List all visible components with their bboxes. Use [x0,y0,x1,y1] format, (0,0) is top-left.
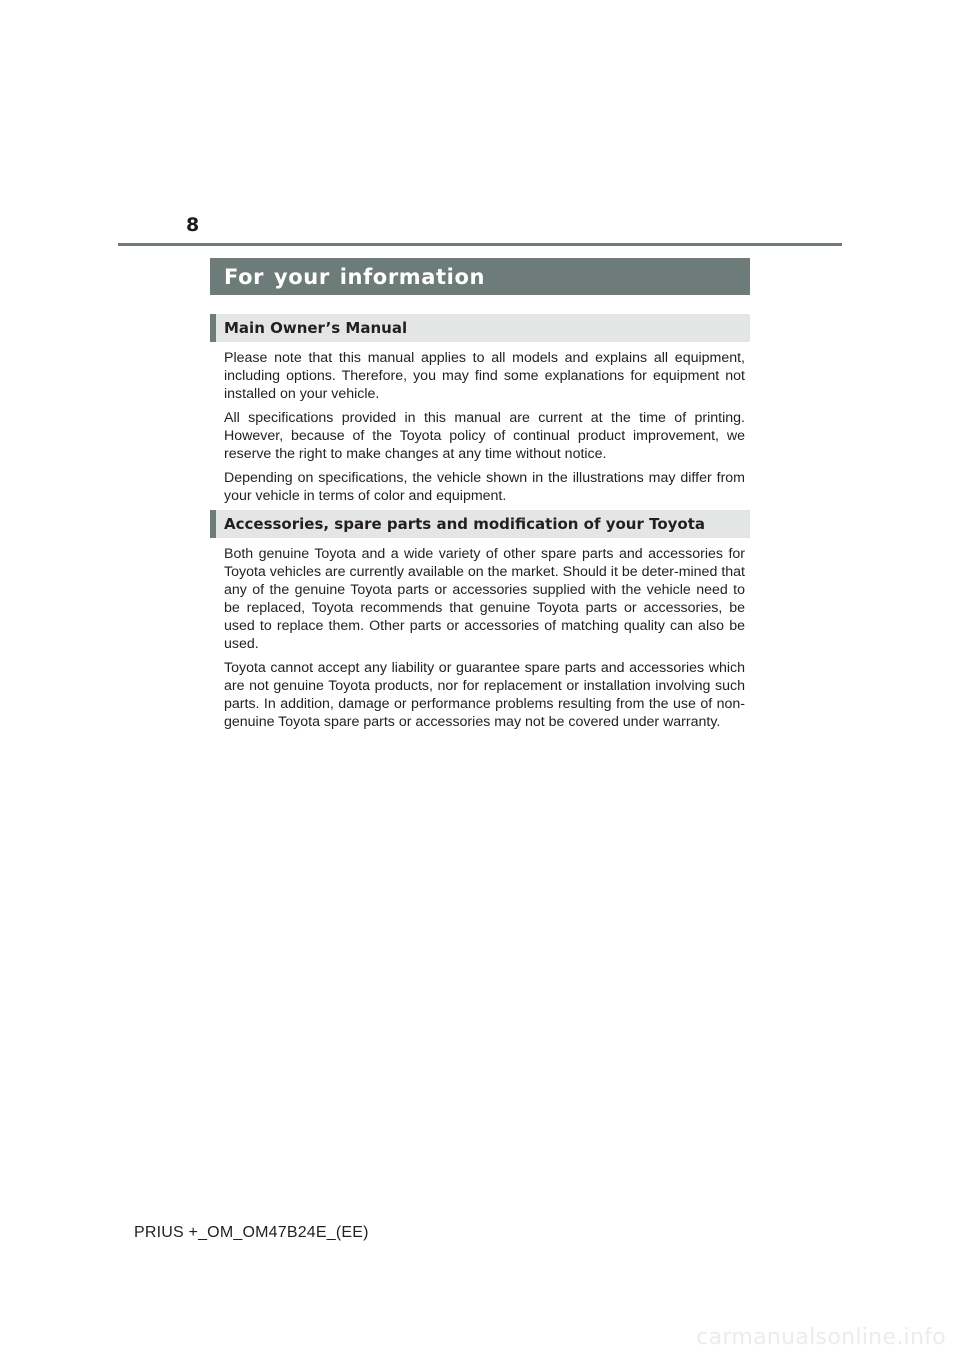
header-rule [118,243,842,246]
watermark: carmanualsonline.info [696,1325,946,1350]
section-heading-main-owners-manual [210,314,750,342]
section-body-main-owners-manual [224,349,745,511]
page-title: For your information [224,264,486,289]
section-body-accessories [224,545,745,737]
paragraph: Toyota cannot accept any liability or guarantee spare parts and accessories which are not genuine Toyota products, nor for replacement or installation involving such parts. In addition, damage or performance problems resulting from the use of non-genuine Toyota spare parts or accessories may not be covered under warranty. [224,660,745,730]
paragraph: Depending on specifications, the vehicle shown in the illustrations may differ from your vehicle in terms of color and equipment. [224,470,745,504]
section-heading-accessories [210,510,750,538]
section-heading-text: Accessories, spare parts and modification of your Toyota [224,515,706,533]
paragraph: Please note that this manual applies to all models and explains all equipment, including options. Therefore, you may find some explanations for equipment not installed on your vehicle. [224,350,745,402]
paragraph: Both genuine Toyota and a wide variety of other spare parts and accessories for Toyota vehicles are currently available on the market. Should it be deter-mined that any of the genuine Toyota parts or accessories supplied with the vehicle need to be replaced, Toyota recommends that genuine Toyota parts or accessories, be used to replace them. Other parts or accessories of matching quality can also be used. [224,546,745,652]
page-number: 8 [186,214,200,236]
page-title-bar [210,258,750,295]
paragraph: All specifications provided in this manual are current at the time of printing. However, because of the Toyota policy of continual product improvement, we reserve the right to make changes at any time without notice. [224,410,745,462]
section-heading-text: Main Owner’s Manual [224,319,408,337]
document-code: PRIUS +_OM_OM47B24E_(EE) [134,1224,369,1241]
